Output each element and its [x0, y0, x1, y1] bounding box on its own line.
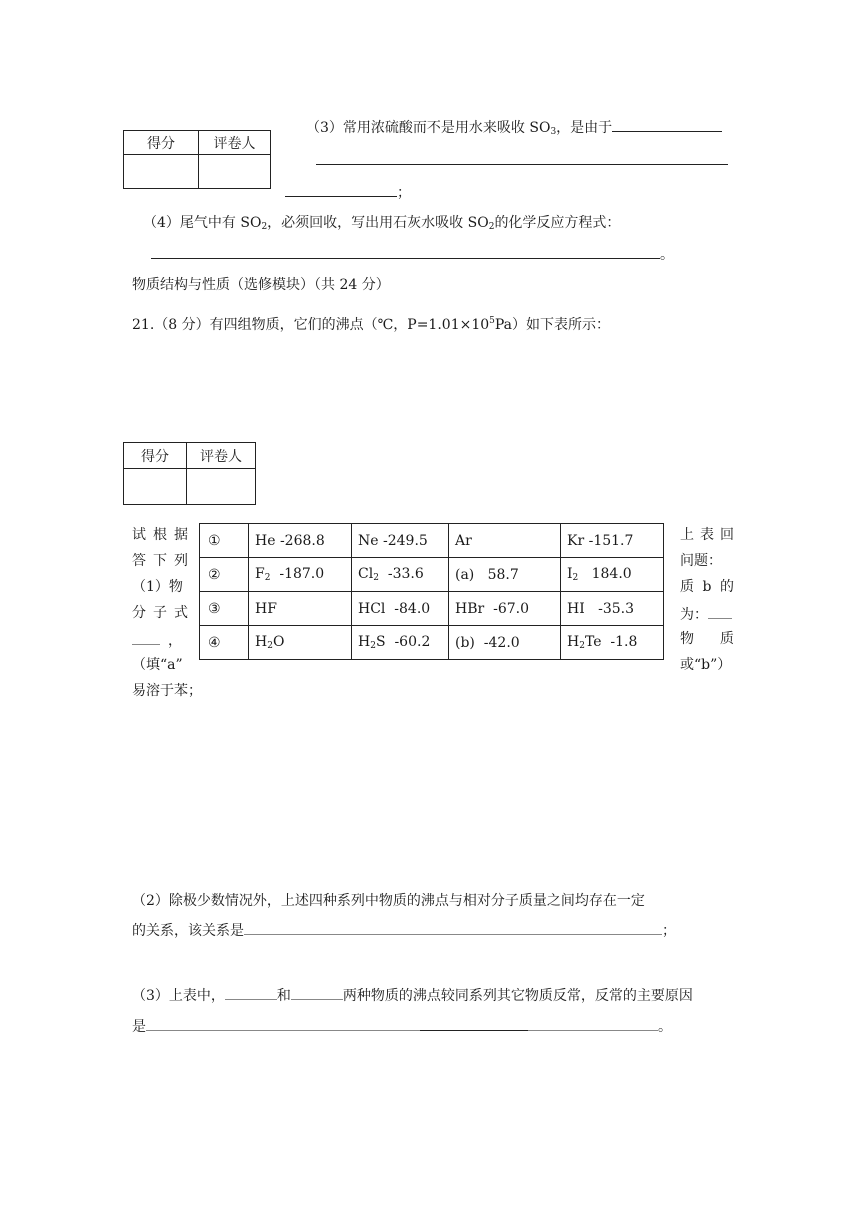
table-cell: $H_2S$ -60.2 [352, 626, 449, 660]
section-title: 物质结构与性质（选修模块）（共 24 分） [132, 277, 390, 293]
answer-blank[interactable] [244, 920, 662, 935]
left-text-4: 分 子 式 [132, 605, 188, 621]
answer-blank[interactable] [151, 244, 660, 259]
score-cell[interactable] [124, 469, 187, 505]
answer-blank[interactable] [291, 985, 343, 1000]
question-21-3-line2: 是 。 [132, 1016, 672, 1036]
table-cell: HF [249, 592, 352, 626]
row-number: ③ [200, 592, 249, 626]
table-row [200, 524, 664, 558]
table-cell: He -268.8 [249, 524, 352, 558]
answer-blank[interactable] [612, 117, 722, 132]
answer-blank[interactable] [285, 182, 397, 197]
answer-blank[interactable] [132, 630, 160, 645]
row-number: ① [200, 524, 249, 558]
question-21-2: （2）除极少数情况外，上述四种系列中物质的沸点与相对分子质量之间均存在一定 [132, 893, 645, 909]
grader-cell[interactable] [199, 155, 271, 189]
table-cell: $F_2$ -187.0 [249, 558, 352, 592]
table-cell: $I_2$ 184.0 [561, 558, 664, 592]
table-cell: $H_2Te$ -1.8 [561, 626, 664, 660]
table-cell: $H_2O$ [249, 626, 352, 660]
answer-blank[interactable] [528, 1016, 658, 1031]
table-cell: HCl -84.0 [352, 592, 449, 626]
question-4-so2: （4）尾气中有 $SO_2$，必须回收，写出用石灰水吸收 $SO_2$的化学反应方程式： [143, 215, 621, 232]
right-text-4: 为： [680, 604, 732, 624]
question-21-2-line2: 的关系，该关系是 ； [132, 920, 676, 940]
table-cell: $Cl_2$ -33.6 [352, 558, 449, 592]
score-header: 得分 [124, 443, 187, 469]
table-row [200, 558, 664, 592]
answer-blank[interactable] [225, 985, 277, 1000]
left-text-5: ， [132, 630, 182, 650]
answer-blank[interactable] [420, 1016, 528, 1031]
table-cell: (a) 58.7 [449, 558, 561, 592]
table-row [200, 626, 664, 660]
answer-line[interactable] [316, 150, 728, 165]
right-text-1: 上 表 回 [680, 527, 734, 543]
left-text-6: （填“a” [132, 657, 183, 673]
right-text-5: 物 质 [680, 631, 734, 647]
grader-header: 评卷人 [199, 131, 271, 155]
question-3-so3: （3）常用浓硫酸而不是用水来吸收 $SO_3$，是由于 [306, 117, 722, 141]
table-cell: HBr -67.0 [449, 592, 561, 626]
left-text-2: 答 下 列 [132, 553, 188, 569]
score-cell[interactable] [124, 155, 199, 189]
table-row [200, 592, 664, 626]
score-header: 得分 [124, 131, 199, 155]
answer-blank[interactable] [146, 1016, 420, 1031]
table-cell: HI -35.3 [561, 592, 664, 626]
answer-blank[interactable] [708, 604, 732, 619]
table-cell: Kr -151.7 [561, 524, 664, 558]
table-cell: Ar [449, 524, 561, 558]
boiling-point-table [199, 523, 664, 660]
equation-line: 。 [151, 244, 674, 264]
table-cell: Ne -249.5 [352, 524, 449, 558]
grader-header: 评卷人 [187, 443, 256, 469]
row-number: ② [200, 558, 249, 592]
right-text-6: 或“b”） [680, 657, 732, 673]
score-box [123, 130, 271, 189]
question-21-3: （3）上表中， 和 两种物质的沸点较同系列其它物质反常，反常的主要原因 [132, 985, 693, 1005]
question-21: 21.（8 分）有四组物质，它们的沸点（℃，$P=1.01\times 10^5Pa$）如下表所示： [132, 316, 611, 333]
answer-line-end: ； [285, 182, 411, 202]
grader-cell[interactable] [187, 469, 256, 505]
right-text-2: 问题： [680, 553, 722, 569]
row-number: ④ [200, 626, 249, 660]
left-text-7: 易溶于苯； [132, 683, 202, 699]
score-box [123, 442, 256, 505]
left-text-3: （1）物 [132, 579, 183, 595]
left-text-1: 试 根 据 [132, 527, 188, 543]
right-text-3: 质 b 的 [680, 579, 734, 595]
table-cell: (b) -42.0 [449, 626, 561, 660]
